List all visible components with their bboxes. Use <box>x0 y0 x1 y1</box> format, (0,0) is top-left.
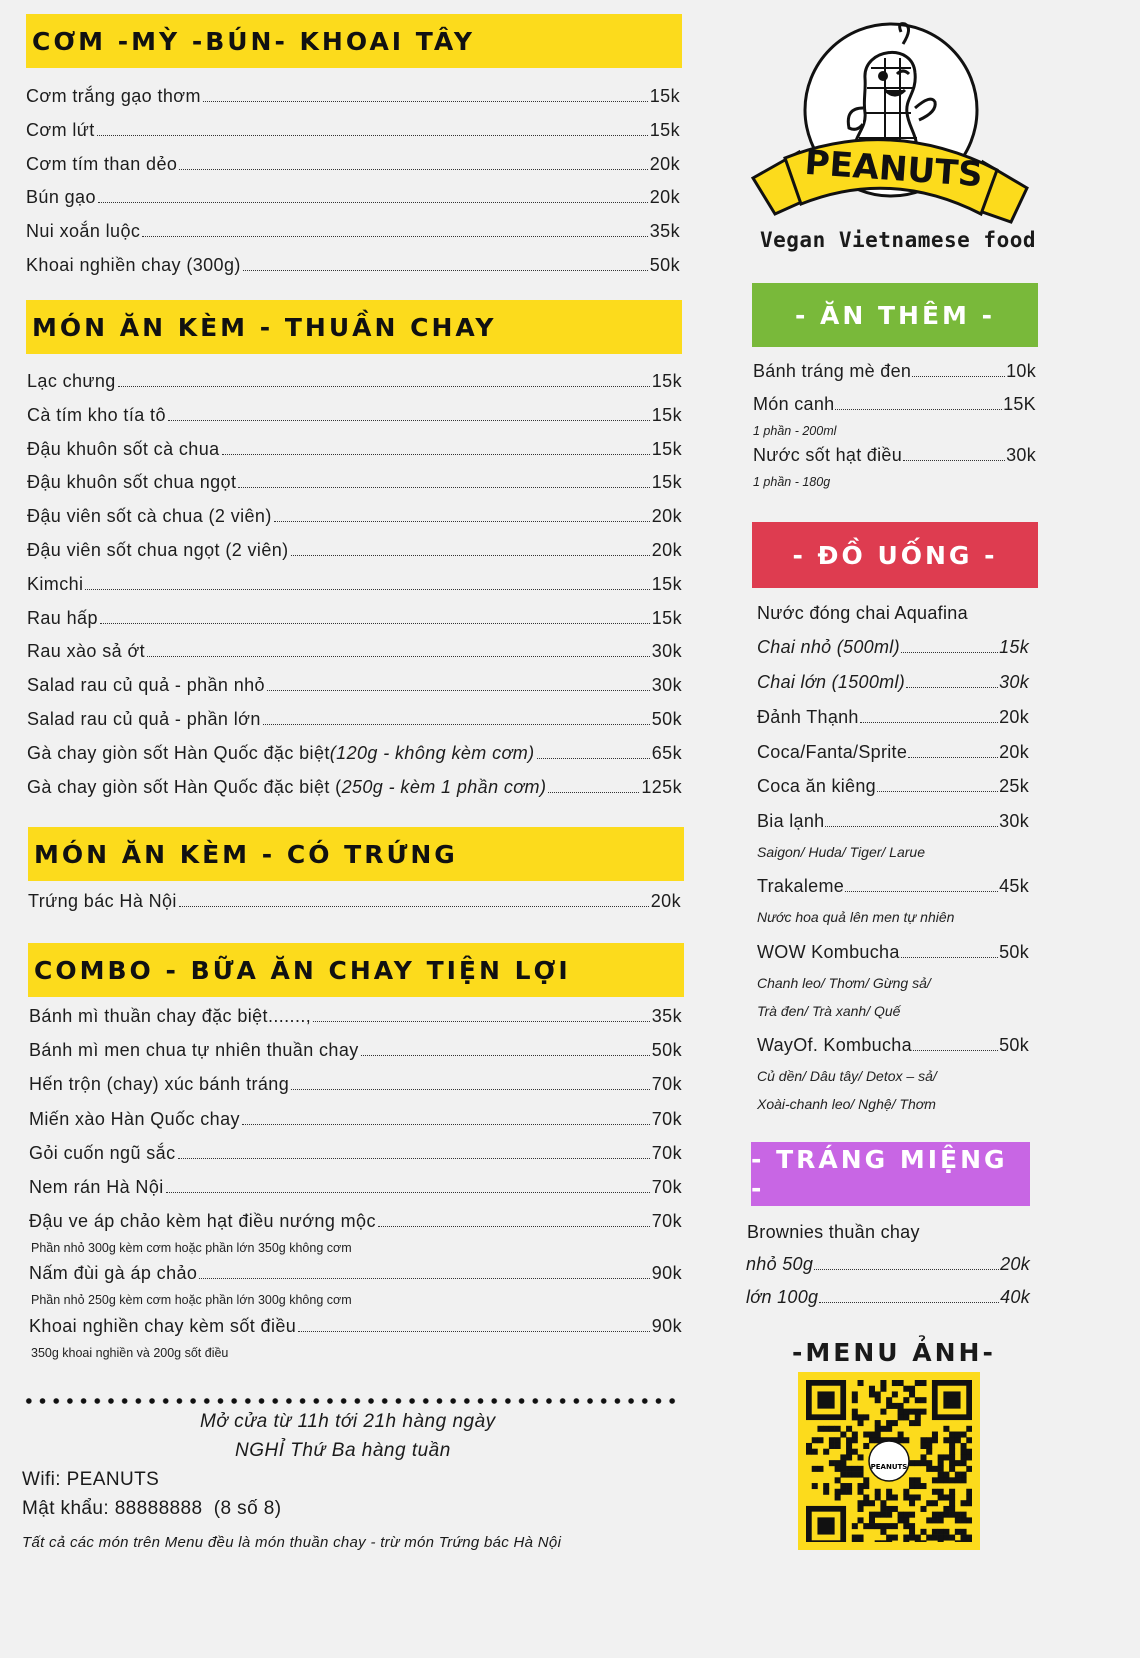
menu-item <box>753 445 1036 473</box>
menu-item-name: Gà chay giòn sốt Hàn Quốc đặc biệt <box>27 742 330 763</box>
section-title: COMBO - BỮA ĂN CHAY TIỆN LỢI <box>34 955 571 985</box>
dot-leader <box>361 1042 650 1056</box>
menu-item-price: 30k <box>651 675 682 696</box>
wifi-password: Mật khẩu: 88888888 (8 số 8) <box>22 1498 282 1519</box>
menu-item <box>757 876 1029 904</box>
menu-item-name: Món canh <box>753 394 835 414</box>
dot-leader <box>877 779 998 792</box>
menu-item-note: 1 phần - 180g <box>753 475 831 489</box>
menu-item-name: Nui xoắn luộc <box>26 221 141 242</box>
menu-item-name: Đậu viên sốt cà chua (2 viên) <box>27 506 272 527</box>
menu-item <box>27 472 682 502</box>
menu-qr-code[interactable] <box>798 1372 980 1550</box>
menu-item-price: 30k <box>999 811 1029 831</box>
dot-leader <box>100 610 650 624</box>
menu-item-price: 70k <box>651 1177 682 1197</box>
menu-item-price: 15k <box>651 472 682 493</box>
menu-item-note: Saigon/ Huda/ Tiger/ Larue <box>757 844 925 860</box>
dot-leader <box>298 1318 650 1332</box>
menu-item <box>757 811 1029 839</box>
dot-leader <box>378 1213 650 1227</box>
menu-item-price: 50k <box>999 1035 1029 1055</box>
menu-item-name: Gà chay giòn sốt Hàn Quốc đặc biệt ( <box>27 776 342 797</box>
vegan-disclaimer: Tất cả các món trên Menu đều là món thuần chay - trừ món Trứng bác Hà Nội <box>22 1534 562 1551</box>
menu-item <box>26 86 680 116</box>
menu-item-price: 70k <box>651 1211 682 1232</box>
menu-item <box>26 187 680 217</box>
menu-item <box>757 637 1029 665</box>
section-title: CƠM -MỲ -BÚN- KHOAI TÂY <box>32 26 475 56</box>
menu-item-name: Bánh mì thuần chay đặc biệt......., <box>29 1006 312 1026</box>
menu-item-price: 50k <box>651 1040 682 1061</box>
menu-item-price: 45k <box>999 876 1029 896</box>
section-title: MÓN ĂN KÈM - CÓ TRỨNG <box>34 839 458 869</box>
section-title: MÓN ĂN KÈM - THUẦN CHAY <box>32 312 497 342</box>
menu-item-price: 50k <box>649 255 680 275</box>
menu-item <box>27 371 682 401</box>
section-header-com <box>26 14 682 68</box>
dot-leader <box>901 640 998 653</box>
menu-item-name: Kimchi <box>27 573 84 594</box>
menu-item-name: Hến trộn (chay) xúc bánh tráng <box>29 1074 290 1095</box>
menu-item-name: Trakaleme <box>757 876 845 896</box>
menu-item-note: Chanh leo/ Thơm/ Gừng sả/ <box>757 975 931 991</box>
menu-item <box>27 608 682 638</box>
dot-leader <box>313 1008 650 1022</box>
menu-item-note: 350g khoai nghiền và 200g sốt điều <box>31 1345 229 1360</box>
menu-item <box>26 255 680 285</box>
brand-tagline: Vegan Vietnamese food <box>760 228 1037 252</box>
dot-leader <box>291 1076 650 1090</box>
menu-item-note: Phần nhỏ 300g kèm cơm hoặc phần lớn 350g không cơm <box>31 1241 352 1256</box>
menu-item <box>746 1254 1030 1282</box>
menu-item <box>29 1040 682 1070</box>
menu-item-price: 15k <box>651 404 682 425</box>
menu-item-price: 20k <box>1000 1254 1030 1274</box>
section-header-thuan-chay <box>26 300 682 354</box>
dot-leader <box>85 576 649 590</box>
menu-item-price: 15k <box>649 119 680 140</box>
dot-leader <box>142 223 648 237</box>
dot-leader <box>199 1265 649 1279</box>
menu-item-note: 1 phần - 200ml <box>753 424 837 438</box>
dot-leader <box>178 1145 650 1159</box>
menu-item-name: Coca ăn kiêng <box>757 776 876 796</box>
menu-item <box>753 394 1036 422</box>
menu-item-price: 20k <box>651 506 682 527</box>
dot-leader <box>98 189 648 203</box>
menu-item-name: lớn 100g <box>746 1287 819 1307</box>
menu-item-price: 20k <box>999 707 1029 727</box>
section-header-an-them <box>752 283 1038 347</box>
dot-leader <box>291 542 650 556</box>
menu-item-name: Nem rán Hà Nội <box>29 1177 164 1197</box>
menu-item-name: Cơm tím than dẻo <box>26 153 178 174</box>
menu-item-detail: (120g - không kèm cơm) <box>329 742 535 763</box>
menu-item <box>27 709 682 739</box>
menu-item-price: 70k <box>651 1108 682 1129</box>
menu-item-name: Đậu khuôn sốt chua ngọt <box>27 472 237 493</box>
menu-item <box>746 1287 1030 1315</box>
menu-item <box>27 777 682 807</box>
menu-item <box>27 540 682 570</box>
menu-item-name: Rau xào sả ớt <box>27 641 146 662</box>
dot-leader <box>179 893 649 907</box>
menu-item-price: 20k <box>651 540 682 560</box>
opening-hours: Mở cửa từ 11h tới 21h hàng ngày <box>200 1411 496 1432</box>
menu-photo-title: -MENU ẢNH- <box>792 1338 996 1367</box>
menu-item-price: 15k <box>651 607 682 628</box>
menu-item-name: Đậu viên sốt chua ngọt (2 viên) <box>27 540 289 560</box>
menu-item <box>29 1074 682 1104</box>
menu-item-name: Đậu khuôn sốt cà chua <box>27 438 220 459</box>
dot-leader <box>203 88 648 102</box>
dot-leader <box>242 1111 650 1125</box>
dot-leader <box>179 156 648 170</box>
dot-leader <box>819 1290 999 1303</box>
menu-item <box>29 1006 682 1036</box>
dot-leader <box>147 643 650 657</box>
menu-item-price: 20k <box>649 187 680 208</box>
menu-item-name: Salad rau củ quả - phần lớn <box>27 709 261 729</box>
menu-item-name: Cơm trắng gạo thơm <box>26 86 201 106</box>
section-header-trang-mieng <box>751 1142 1030 1206</box>
menu-item-note: Củ dền/ Dâu tây/ Detox – sả/ <box>757 1068 937 1084</box>
menu-item-name: Khoai nghiền chay kèm sốt điều <box>29 1315 297 1336</box>
menu-item-name: Lạc chưng <box>27 371 116 391</box>
dot-leader <box>860 710 998 723</box>
dot-leader <box>845 879 998 892</box>
menu-item-name: Bánh tráng mè đen <box>753 361 912 381</box>
dot-leader <box>901 945 998 958</box>
section-title: - TRÁNG MIỆNG - <box>751 1145 1008 1203</box>
menu-item-price: 50k <box>999 942 1029 962</box>
menu-item-note: Nước hoa quả lên men tự nhiên <box>757 909 955 925</box>
menu-item <box>753 361 1036 389</box>
dot-leader <box>825 814 998 827</box>
menu-item <box>27 439 682 469</box>
dot-leader <box>548 779 639 793</box>
section-header-co-trung <box>28 827 684 881</box>
menu-item <box>27 574 682 604</box>
menu-item <box>757 1035 1029 1063</box>
menu-item <box>26 154 680 184</box>
menu-item-name: WOW Kombucha <box>757 942 900 962</box>
menu-item-name: Chai nhỏ (500ml) <box>757 637 900 657</box>
section-title: - ĂN THÊM - <box>794 300 996 330</box>
dot-leader <box>912 364 1005 377</box>
dot-leader <box>537 745 650 759</box>
dot-leader <box>166 1179 650 1193</box>
dot-leader <box>835 397 1002 410</box>
menu-item-name: Rau hấp <box>27 607 98 628</box>
menu-item-name: Nấm đùi gà áp chảo <box>29 1263 198 1284</box>
menu-item-price: 20k <box>999 742 1029 762</box>
menu-item <box>26 221 680 251</box>
menu-item <box>27 506 682 536</box>
menu-item-price: 50k <box>651 709 682 729</box>
section-title: - ĐỒ UỐNG - <box>792 540 998 570</box>
menu-item <box>29 1109 682 1139</box>
menu-item-name: Đậu ve áp chảo kèm hạt điều nướng mộc <box>29 1211 376 1232</box>
dot-leader <box>263 711 650 725</box>
footer-divider <box>22 1398 678 1404</box>
dot-leader <box>97 122 648 136</box>
menu-item-name: Cà tím kho tía tô <box>27 404 166 425</box>
dot-leader <box>274 508 650 522</box>
closed-day: NGHỈ Thứ Ba hàng tuần <box>235 1440 451 1461</box>
menu-item <box>27 743 682 773</box>
menu-item-price: 90k <box>651 1263 682 1284</box>
section-header-combo <box>28 943 684 997</box>
menu-item-price: 90k <box>651 1315 682 1336</box>
menu-item-price: 40k <box>1000 1287 1030 1307</box>
menu-item-price: 30k <box>999 672 1029 692</box>
menu-item-price: 20k <box>650 891 681 911</box>
dot-leader <box>908 745 998 758</box>
menu-item-name: Gỏi cuốn ngũ sắc <box>29 1142 176 1163</box>
menu-item-price: 125k <box>641 776 682 797</box>
menu-item-name: Đảnh Thạnh <box>757 707 859 727</box>
menu-item <box>757 742 1029 770</box>
qr-code-icon <box>806 1380 972 1542</box>
menu-item <box>26 120 680 150</box>
menu-item <box>29 1316 682 1346</box>
menu-item-name: Bánh mì men chua tự nhiên thuần chay <box>29 1040 359 1061</box>
menu-item-note: Phần nhỏ 250g kèm cơm hoặc phần lớn 300g không cơm <box>31 1293 352 1308</box>
section-header-do-uong <box>752 522 1038 588</box>
dot-leader <box>243 257 648 271</box>
menu-item-price: 15k <box>651 438 682 459</box>
menu-item <box>27 675 682 705</box>
menu-item-price: 15k <box>649 86 680 106</box>
menu-item-price: 30k <box>651 641 682 662</box>
menu-item-price: 70k <box>651 1074 682 1095</box>
menu-item-name: Bún gạo <box>26 187 96 208</box>
menu-item-price: 30k <box>1006 445 1036 465</box>
menu-item <box>757 776 1029 804</box>
menu-item-price: 25k <box>999 776 1029 796</box>
menu-item-detail: 250g - kèm 1 phần cơm) <box>341 776 547 797</box>
menu-item-name: nhỏ 50g <box>746 1254 814 1274</box>
menu-item-price: 70k <box>651 1142 682 1163</box>
menu-item-name: Coca/Fanta/Sprite <box>757 742 908 762</box>
menu-item-name: Salad rau củ quả - phần nhỏ <box>27 675 265 696</box>
dot-leader <box>814 1257 999 1270</box>
menu-item <box>27 405 682 435</box>
dot-leader <box>168 407 650 421</box>
menu-item <box>29 1263 682 1293</box>
menu-item-name: Khoai nghiền chay (300g) <box>26 255 241 275</box>
menu-item-price: 20k <box>649 153 680 174</box>
menu-item-name: Cơm lứt <box>26 119 95 140</box>
dot-leader <box>238 474 649 488</box>
qr-center-logo: PEANUTS <box>870 1463 908 1471</box>
menu-item-price: 15k <box>651 573 682 594</box>
menu-item-price: 35k <box>651 1006 682 1026</box>
menu-item-name: Chai lớn (1500ml) <box>757 672 906 692</box>
menu-item-name: Miến xào Hàn Quốc chay <box>29 1108 240 1129</box>
menu-item <box>29 1177 682 1207</box>
wifi-name: Wifi: PEANUTS <box>22 1469 160 1490</box>
menu-item-price: 15k <box>651 371 682 391</box>
dot-leader <box>903 448 1005 461</box>
dot-leader <box>118 373 650 387</box>
menu-item <box>757 942 1029 970</box>
menu-item-note: Trà đen/ Trà xanh/ Quế <box>757 1003 901 1019</box>
menu-item-name: Nước sốt hạt điều <box>753 445 903 465</box>
dessert-heading-brownies: Brownies thuần chay <box>747 1222 920 1242</box>
menu-item <box>757 672 1029 700</box>
menu-item-name: WayOf. Kombucha <box>757 1035 912 1055</box>
menu-item-price: 15k <box>999 637 1029 657</box>
menu-item-name: Trứng bác Hà Nội <box>28 891 177 911</box>
dot-leader <box>906 675 998 688</box>
menu-item-price: 65k <box>651 742 682 763</box>
menu-item-price: 10k <box>1006 361 1036 381</box>
menu-item <box>29 1211 682 1241</box>
menu-item <box>28 891 681 921</box>
menu-item-name: Bia lạnh <box>757 811 825 831</box>
dot-leader <box>913 1038 998 1051</box>
menu-item <box>27 641 682 671</box>
menu-item-price: 15K <box>1003 394 1036 414</box>
menu-item-note: Xoài-chanh leo/ Nghệ/ Thơm <box>757 1096 936 1112</box>
peanuts-logo <box>745 18 1035 258</box>
dot-leader <box>267 677 650 691</box>
peanut-mascot-icon <box>745 18 1035 258</box>
menu-item <box>29 1143 682 1173</box>
menu-item-price: 35k <box>649 221 680 242</box>
dot-leader <box>222 441 650 455</box>
menu-item <box>757 707 1029 735</box>
logo-wordmark: PEANUTS <box>803 142 984 196</box>
drink-heading-aquafina: Nước đóng chai Aquafina <box>757 603 968 623</box>
